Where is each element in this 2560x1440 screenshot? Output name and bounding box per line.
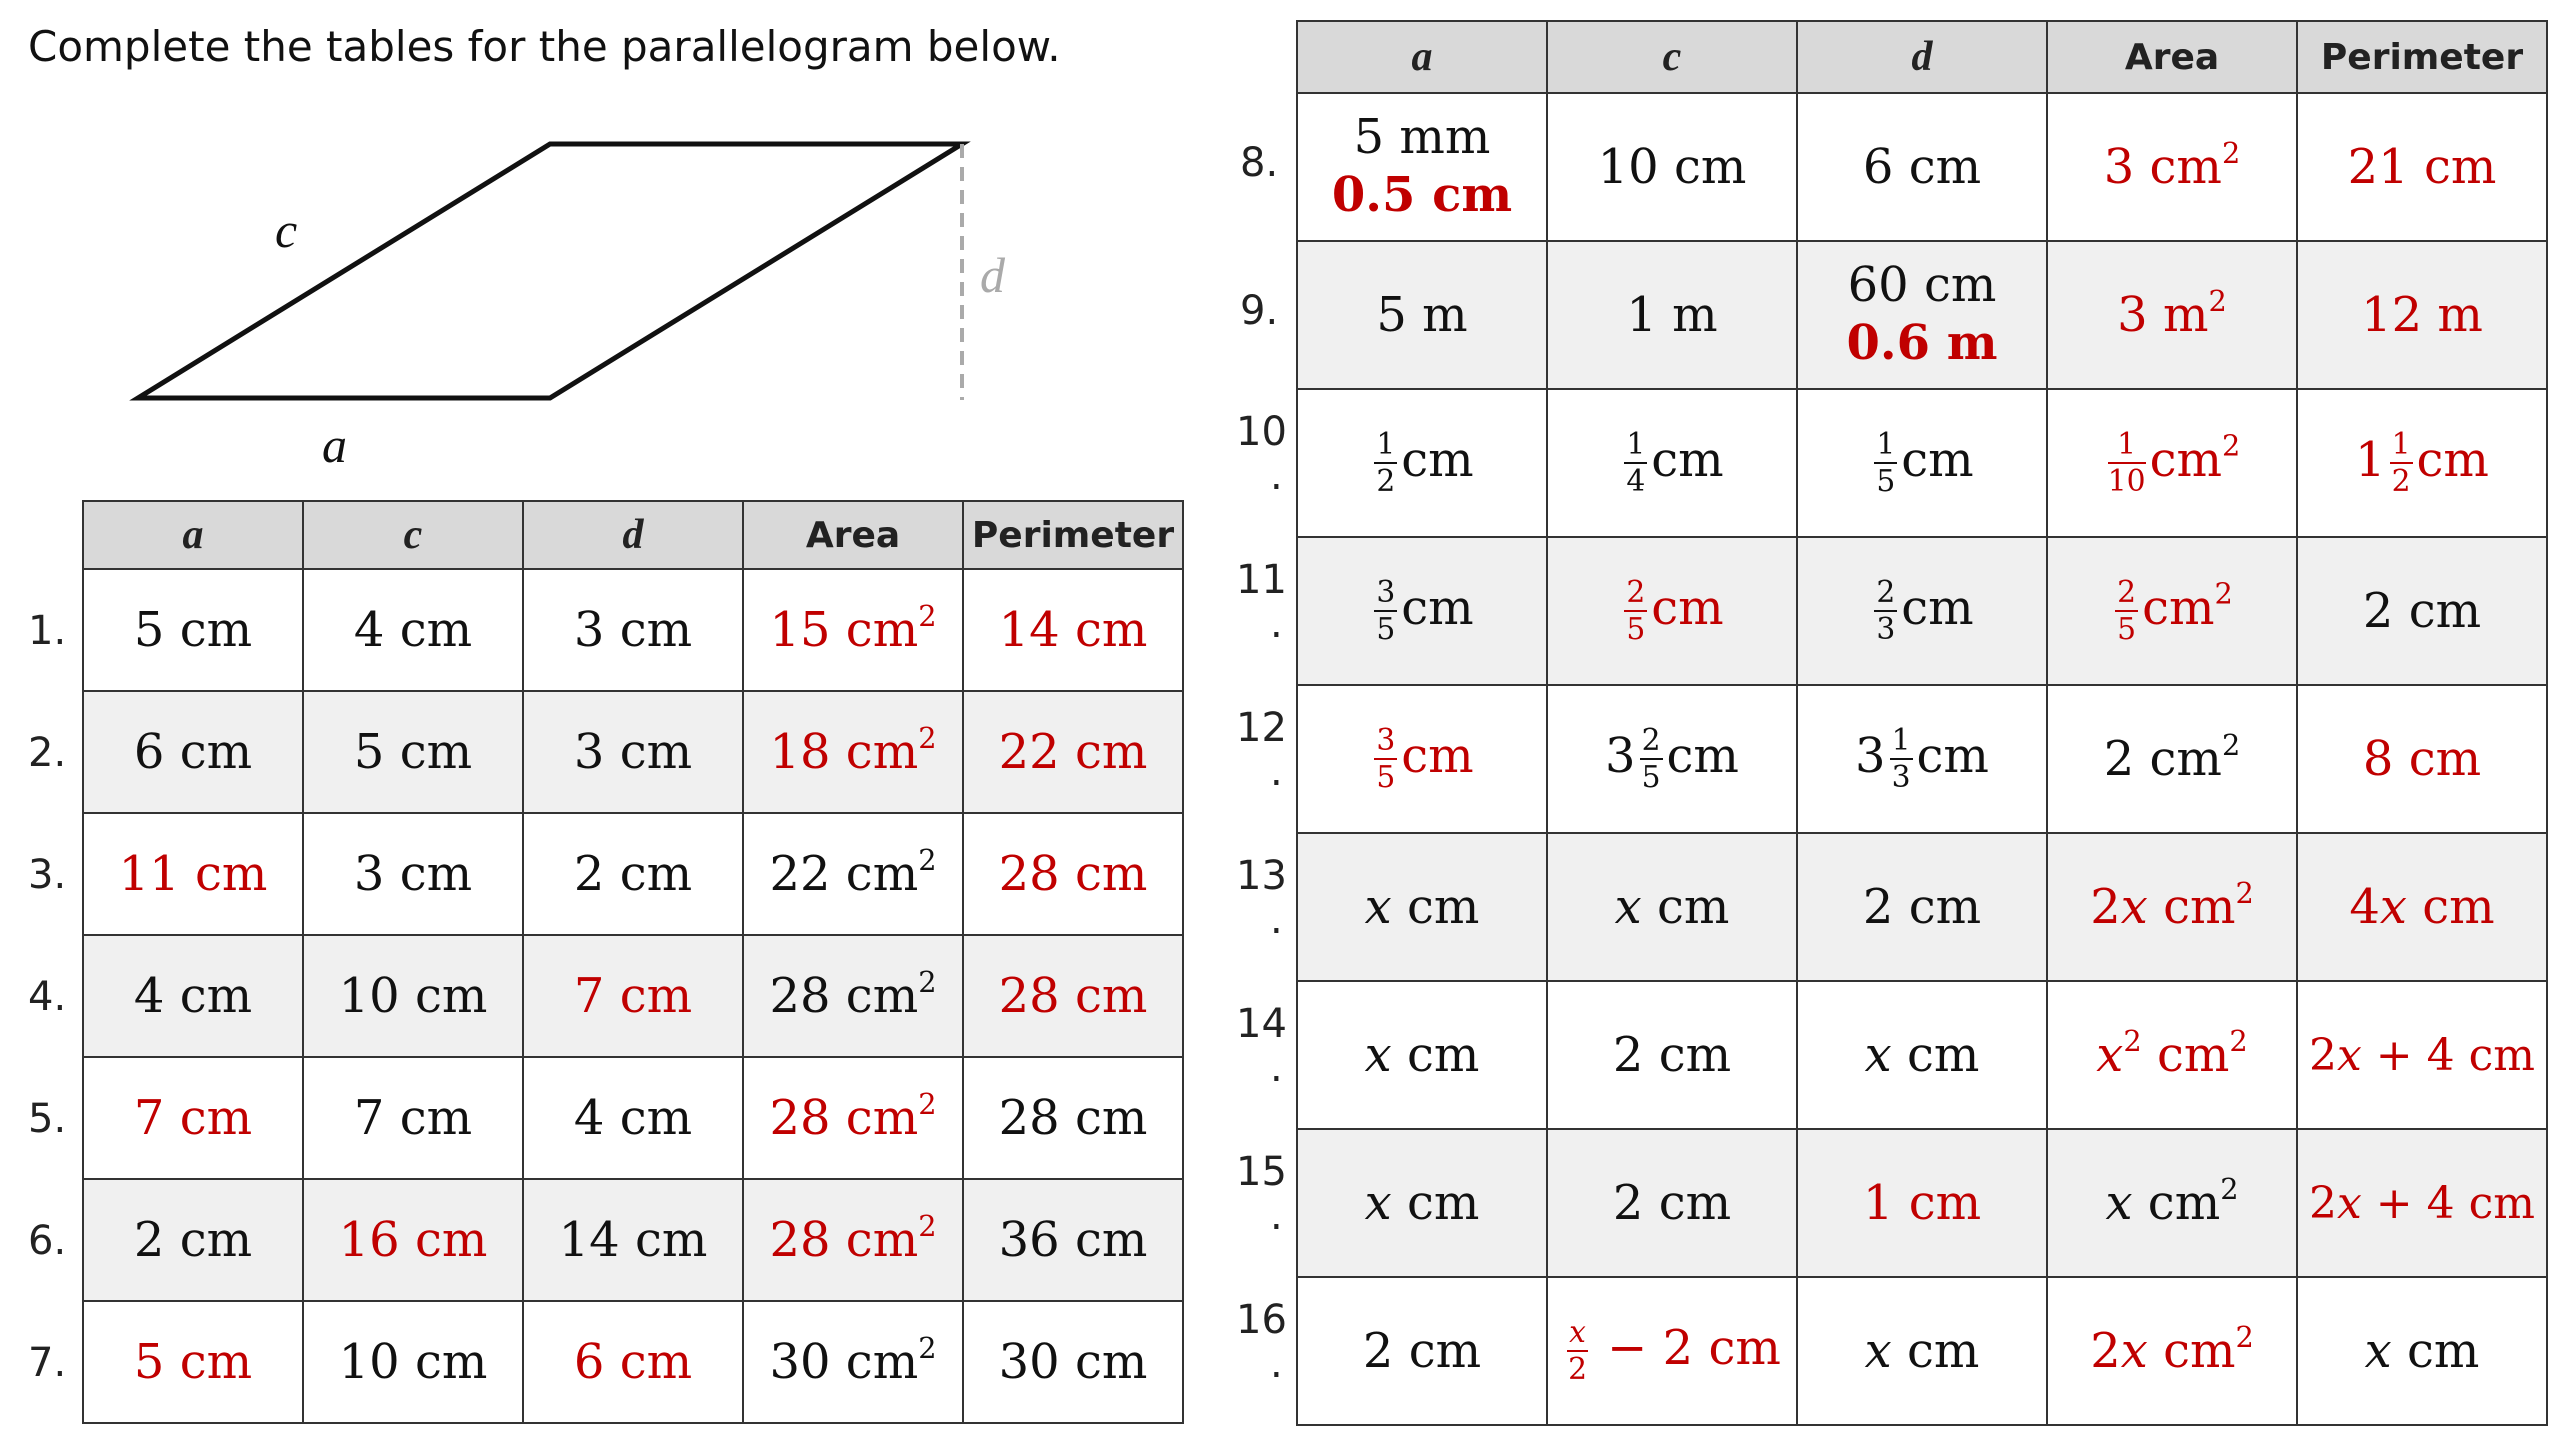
cell-area bbox=[2047, 685, 2297, 833]
unit: cm bbox=[1401, 727, 1474, 784]
variable: x bbox=[2336, 1029, 2362, 1081]
fraction bbox=[1874, 574, 1897, 647]
cell-perimeter: 14 cm bbox=[963, 569, 1183, 691]
cell-c bbox=[1547, 833, 1797, 981]
coefficient: 2 bbox=[2090, 879, 2121, 935]
cell-perimeter: 12 m bbox=[2297, 241, 2547, 389]
given-value: 5 mm bbox=[1353, 109, 1491, 166]
header-a: a bbox=[1297, 21, 1547, 93]
cell-c bbox=[1547, 389, 1797, 537]
variable: x bbox=[1364, 1027, 1392, 1083]
numerator: x bbox=[1567, 1317, 1588, 1352]
denominator: 5 bbox=[1376, 612, 1396, 647]
right-table bbox=[1296, 20, 2548, 1426]
denominator: 5 bbox=[1641, 760, 1661, 795]
table-row bbox=[1297, 389, 2547, 537]
cell-area bbox=[2047, 93, 2297, 241]
cell-perimeter bbox=[2297, 981, 2547, 1129]
row-number-dot: . bbox=[1270, 453, 1283, 499]
cell-area bbox=[743, 813, 963, 935]
cell-area bbox=[2047, 241, 2297, 389]
row-number-dot: . bbox=[1270, 601, 1283, 647]
table-row bbox=[1297, 981, 2547, 1129]
row-number: 2. bbox=[28, 730, 67, 776]
cell-d: 14 cm bbox=[523, 1179, 743, 1301]
cell-area bbox=[2047, 389, 2297, 537]
denominator: 5 bbox=[1876, 464, 1896, 499]
table-row bbox=[1297, 93, 2547, 241]
variable: x bbox=[1864, 1323, 1892, 1379]
numerator: 1 bbox=[1874, 429, 1897, 464]
cell-d bbox=[1797, 537, 2047, 685]
numerator: 1 bbox=[2108, 429, 2146, 464]
denominator: 2 bbox=[2391, 464, 2411, 499]
table-row bbox=[1297, 833, 2547, 981]
cell-c: 1 m bbox=[1547, 241, 1797, 389]
cell-a bbox=[1297, 93, 1547, 241]
area-value: 3 m bbox=[2117, 287, 2209, 343]
cell-d bbox=[1797, 685, 2047, 833]
row-number-dot: . bbox=[1270, 1045, 1283, 1091]
rest: + 4 cm bbox=[2361, 1177, 2535, 1229]
exponent: 2 bbox=[2214, 576, 2233, 611]
unit: cm bbox=[1901, 431, 1974, 488]
area-value: 28 cm bbox=[769, 968, 919, 1024]
area-value: 22 cm bbox=[769, 846, 919, 902]
header-perimeter: Perimeter bbox=[963, 501, 1183, 569]
cell-perimeter: 21 cm bbox=[2297, 93, 2547, 241]
header-area: Area bbox=[2047, 21, 2297, 93]
unit: cm bbox=[1391, 1175, 1480, 1231]
header-d: d bbox=[1797, 21, 2047, 93]
unit: cm bbox=[1651, 431, 1724, 488]
fraction bbox=[2115, 574, 2138, 647]
coefficient: 2 bbox=[2308, 1029, 2337, 1081]
unit: cm bbox=[1651, 579, 1724, 636]
cell-area bbox=[743, 935, 963, 1057]
table-row bbox=[83, 569, 1183, 691]
row-number: 5. bbox=[28, 1096, 67, 1142]
cell-c: 10 cm bbox=[303, 1301, 523, 1423]
cell-a bbox=[1297, 1129, 1547, 1277]
fraction bbox=[1640, 722, 1663, 795]
label-c: c bbox=[275, 202, 298, 258]
row-number-digits: 10 bbox=[1236, 409, 1287, 455]
cell-a bbox=[1297, 685, 1547, 833]
cell-a: 7 cm bbox=[83, 1057, 303, 1179]
unit: cm bbox=[1401, 579, 1474, 636]
cell-d: 3 cm bbox=[523, 569, 743, 691]
exponent: 2 bbox=[918, 720, 937, 755]
row-number-dot: . bbox=[1270, 1193, 1283, 1239]
table-row bbox=[1297, 1277, 2547, 1425]
cell-c: 10 cm bbox=[1547, 93, 1797, 241]
numerator: 3 bbox=[1374, 577, 1397, 612]
cell-c bbox=[1547, 1277, 1797, 1425]
cell-d: 4 cm bbox=[523, 1057, 743, 1179]
cell-d: 7 cm bbox=[523, 935, 743, 1057]
variable: x bbox=[2364, 1323, 2392, 1379]
exponent: 2 bbox=[2235, 875, 2254, 910]
table-row bbox=[83, 691, 1183, 813]
table-row bbox=[83, 935, 1183, 1057]
unit: cm bbox=[1641, 879, 1730, 935]
left-table bbox=[82, 500, 1184, 1424]
cell-perimeter bbox=[2297, 833, 2547, 981]
fraction bbox=[1374, 722, 1397, 795]
parallelogram-shape bbox=[138, 144, 962, 398]
cell-a bbox=[1297, 981, 1547, 1129]
numerator: 2 bbox=[1624, 577, 1647, 612]
cell-area bbox=[2047, 981, 2297, 1129]
variable: x bbox=[2336, 1177, 2362, 1229]
cell-area bbox=[2047, 833, 2297, 981]
fraction bbox=[1374, 574, 1397, 647]
cell-a bbox=[1297, 537, 1547, 685]
cell-c: 7 cm bbox=[303, 1057, 523, 1179]
row-number bbox=[1236, 410, 1287, 498]
row-number-digits: 14 bbox=[1236, 1001, 1287, 1047]
row-number bbox=[1236, 558, 1287, 646]
cell-a: 4 cm bbox=[83, 935, 303, 1057]
exponent: 2 bbox=[918, 598, 937, 633]
numerator: 3 bbox=[1374, 725, 1397, 760]
variable: x bbox=[1364, 1175, 1392, 1231]
denominator: 5 bbox=[2117, 612, 2137, 647]
answer-value: 0.6 m bbox=[1846, 315, 1998, 371]
header-c: c bbox=[1547, 21, 1797, 93]
row-number-dot: . bbox=[1270, 897, 1283, 943]
denominator: 3 bbox=[1891, 760, 1911, 795]
exponent: 2 bbox=[2221, 727, 2241, 762]
row-number bbox=[1236, 706, 1287, 794]
row-number bbox=[1236, 1002, 1287, 1090]
table-row bbox=[1297, 537, 2547, 685]
cell-d: 1 cm bbox=[1797, 1129, 2047, 1277]
variable: x bbox=[2120, 1323, 2148, 1379]
unit: cm bbox=[2149, 431, 2222, 488]
cell-perimeter: 8 cm bbox=[2297, 685, 2547, 833]
cell-area bbox=[743, 1179, 963, 1301]
row-number bbox=[1236, 1298, 1287, 1386]
exponent: 2 bbox=[918, 842, 937, 877]
cell-area bbox=[743, 569, 963, 691]
unit: cm bbox=[1666, 727, 1739, 784]
cell-c bbox=[1547, 685, 1797, 833]
cell-c bbox=[1547, 537, 1797, 685]
exponent: 2 bbox=[2221, 135, 2241, 170]
row-number: 6. bbox=[28, 1218, 67, 1264]
fraction bbox=[2390, 426, 2413, 499]
cell-d: 2 cm bbox=[1797, 833, 2047, 981]
row-number-digits: 13 bbox=[1236, 853, 1287, 899]
unit: cm bbox=[2147, 1323, 2236, 1379]
cell-area bbox=[743, 1057, 963, 1179]
unit: cm bbox=[2141, 1027, 2230, 1083]
numerator: 2 bbox=[1874, 577, 1897, 612]
denominator: 2 bbox=[1376, 464, 1396, 499]
row-number: 7. bbox=[28, 1340, 67, 1386]
unit: cm bbox=[1391, 1027, 1480, 1083]
variable: x bbox=[2105, 1175, 2133, 1231]
cell-c: 10 cm bbox=[303, 935, 523, 1057]
row-number-digits: 12 bbox=[1236, 705, 1287, 751]
cell-d bbox=[1797, 241, 2047, 389]
table-row bbox=[1297, 1129, 2547, 1277]
cell-c: 2 cm bbox=[1547, 1129, 1797, 1277]
numerator: 1 bbox=[1374, 429, 1397, 464]
variable: x bbox=[2096, 1027, 2124, 1083]
instruction-text: Complete the tables for the parallelogram below. bbox=[28, 22, 1061, 71]
cell-c: 3 cm bbox=[303, 813, 523, 935]
fraction bbox=[2107, 426, 2146, 499]
cell-c: 5 cm bbox=[303, 691, 523, 813]
table-row bbox=[83, 1301, 1183, 1423]
cell-perimeter bbox=[2297, 1129, 2547, 1277]
cell-perimeter: 28 cm bbox=[963, 813, 1183, 935]
coefficient: 2 bbox=[2090, 1323, 2121, 1379]
cell-a bbox=[1297, 389, 1547, 537]
cell-a: 5 m bbox=[1297, 241, 1547, 389]
denominator: 2 bbox=[1568, 1352, 1587, 1387]
header-perimeter: Perimeter bbox=[2297, 21, 2547, 93]
rest: − 2 cm bbox=[1591, 1319, 1781, 1376]
exponent: 2 bbox=[918, 1330, 937, 1365]
cell-a bbox=[1297, 833, 1547, 981]
row-number-dot: . bbox=[1270, 749, 1283, 795]
variable: x bbox=[1864, 1027, 1892, 1083]
exponent: 2 bbox=[2229, 1023, 2248, 1058]
exponent: 2 bbox=[2208, 283, 2227, 318]
cell-a: 5 cm bbox=[83, 569, 303, 691]
row-number: 4. bbox=[28, 974, 67, 1020]
cell-perimeter: 36 cm bbox=[963, 1179, 1183, 1301]
unit: cm bbox=[1391, 879, 1480, 935]
cell-area bbox=[743, 691, 963, 813]
cell-a: 11 cm bbox=[83, 813, 303, 935]
cell-perimeter: 2 cm bbox=[2297, 537, 2547, 685]
fraction bbox=[1567, 1314, 1588, 1387]
area-value: 3 cm bbox=[2103, 139, 2222, 195]
cell-a: 6 cm bbox=[83, 691, 303, 813]
area-value: 15 cm bbox=[769, 602, 919, 658]
coefficient: 4 bbox=[2349, 879, 2380, 935]
row-number: 8. bbox=[1240, 140, 1279, 186]
header-c: c bbox=[303, 501, 523, 569]
header-d: d bbox=[523, 501, 743, 569]
denominator: 5 bbox=[1626, 612, 1646, 647]
cell-area bbox=[2047, 537, 2297, 685]
unit: cm bbox=[1401, 431, 1474, 488]
table-row bbox=[1297, 685, 2547, 833]
row-number-digits: 11 bbox=[1236, 557, 1287, 603]
table-row bbox=[83, 1179, 1183, 1301]
unit: cm bbox=[2132, 1175, 2221, 1231]
label-d: d bbox=[980, 247, 1005, 303]
row-number: 3. bbox=[28, 852, 67, 898]
table-row bbox=[83, 813, 1183, 935]
cell-d: 6 cm bbox=[1797, 93, 2047, 241]
row-number-dot: . bbox=[1270, 1341, 1283, 1387]
whole-part: 3 bbox=[1855, 727, 1886, 784]
cell-d bbox=[1797, 981, 2047, 1129]
variable: x bbox=[1614, 879, 1642, 935]
unit: cm bbox=[2406, 879, 2495, 935]
cell-area bbox=[743, 1301, 963, 1423]
numerator: 1 bbox=[1624, 429, 1647, 464]
cell-perimeter: 28 cm bbox=[963, 1057, 1183, 1179]
header-a: a bbox=[83, 501, 303, 569]
unit: cm bbox=[2416, 431, 2489, 488]
cell-perimeter bbox=[2297, 1277, 2547, 1425]
fraction bbox=[1624, 426, 1647, 499]
exponent: 2 bbox=[918, 1208, 937, 1243]
cell-d: 6 cm bbox=[523, 1301, 743, 1423]
header-row bbox=[1297, 21, 2547, 93]
denominator: 5 bbox=[1376, 760, 1396, 795]
exponent: 2 bbox=[918, 964, 937, 999]
cell-a: 2 cm bbox=[1297, 1277, 1547, 1425]
cell-perimeter: 30 cm bbox=[963, 1301, 1183, 1423]
exponent: 2 bbox=[2221, 428, 2241, 463]
table-row bbox=[1297, 241, 2547, 389]
fraction bbox=[1890, 722, 1913, 795]
variable: x bbox=[1364, 879, 1392, 935]
area-value: 2 cm bbox=[2103, 731, 2222, 787]
numerator: 1 bbox=[1890, 725, 1913, 760]
unit: cm bbox=[2391, 1323, 2480, 1379]
header-row bbox=[83, 501, 1183, 569]
fraction bbox=[1624, 574, 1647, 647]
cell-area bbox=[2047, 1129, 2297, 1277]
table-row bbox=[83, 1057, 1183, 1179]
exponent: 2 bbox=[2235, 1319, 2254, 1354]
area-value: 30 cm bbox=[769, 1334, 919, 1390]
cell-c: 4 cm bbox=[303, 569, 523, 691]
cell-c: 16 cm bbox=[303, 1179, 523, 1301]
numerator: 2 bbox=[2115, 577, 2138, 612]
variable: x bbox=[2120, 879, 2148, 935]
exponent: 2 bbox=[2123, 1023, 2142, 1058]
row-number bbox=[1236, 854, 1287, 942]
row-number-digits: 15 bbox=[1236, 1149, 1287, 1195]
cell-perimeter bbox=[2297, 389, 2547, 537]
denominator: 3 bbox=[1876, 612, 1896, 647]
answer-value: 0.5 cm bbox=[1331, 167, 1513, 223]
cell-perimeter: 22 cm bbox=[963, 691, 1183, 813]
unit: cm bbox=[1916, 727, 1989, 784]
whole-part: 3 bbox=[1605, 727, 1636, 784]
exponent: 2 bbox=[2220, 1171, 2239, 1206]
unit: cm bbox=[1891, 1323, 1980, 1379]
row-number-digits: 16 bbox=[1236, 1297, 1287, 1343]
exponent: 2 bbox=[918, 1086, 937, 1121]
cell-d: 3 cm bbox=[523, 691, 743, 813]
label-a: a bbox=[322, 417, 347, 473]
given-value: 60 cm bbox=[1847, 257, 1997, 314]
header-area: Area bbox=[743, 501, 963, 569]
unit: cm bbox=[2142, 579, 2215, 636]
cell-d bbox=[1797, 389, 2047, 537]
cell-perimeter: 28 cm bbox=[963, 935, 1183, 1057]
coefficient: 2 bbox=[2308, 1177, 2337, 1229]
cell-c: 2 cm bbox=[1547, 981, 1797, 1129]
row-number bbox=[1236, 1150, 1287, 1238]
unit: cm bbox=[1891, 1027, 1980, 1083]
cell-d: 2 cm bbox=[523, 813, 743, 935]
fraction bbox=[1374, 426, 1397, 499]
area-value: 28 cm bbox=[769, 1090, 919, 1146]
area-value: 28 cm bbox=[769, 1212, 919, 1268]
unit: cm bbox=[1901, 579, 1974, 636]
cell-d bbox=[1797, 1277, 2047, 1425]
cell-a: 5 cm bbox=[83, 1301, 303, 1423]
unit: cm bbox=[2147, 879, 2236, 935]
variable: x bbox=[2379, 879, 2407, 935]
area-value: 18 cm bbox=[769, 724, 919, 780]
fraction bbox=[1874, 426, 1897, 499]
parallelogram-diagram bbox=[0, 0, 1050, 473]
denominator: 4 bbox=[1626, 464, 1646, 499]
numerator: 1 bbox=[2390, 429, 2413, 464]
whole-part: 1 bbox=[2355, 431, 2386, 488]
cell-area bbox=[2047, 1277, 2297, 1425]
rest: + 4 cm bbox=[2361, 1029, 2535, 1081]
numerator: 2 bbox=[1640, 725, 1663, 760]
cell-a: 2 cm bbox=[83, 1179, 303, 1301]
row-number: 9. bbox=[1240, 288, 1279, 334]
denominator: 10 bbox=[2107, 464, 2146, 499]
row-number: 1. bbox=[28, 608, 67, 654]
